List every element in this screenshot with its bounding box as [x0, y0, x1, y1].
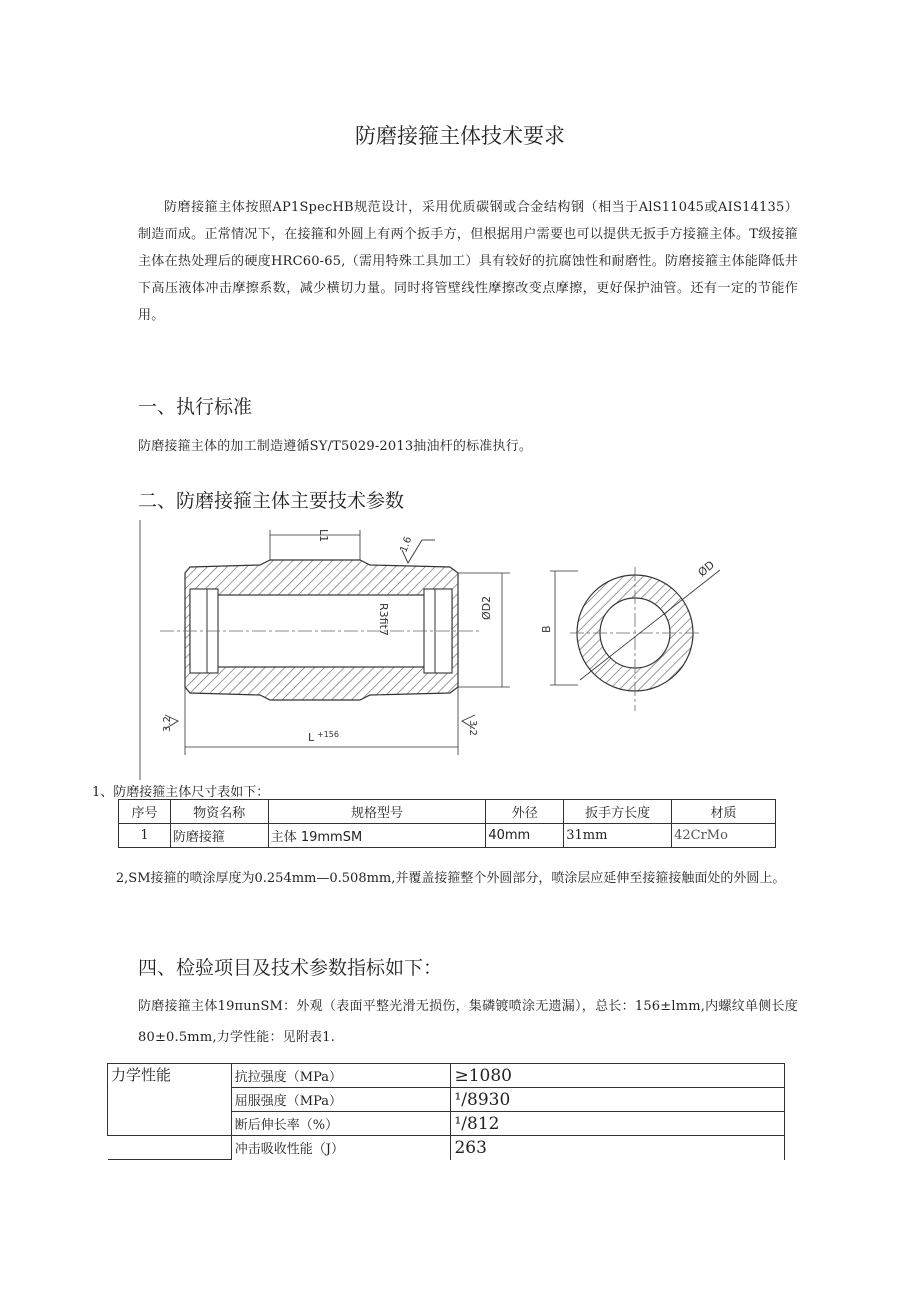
- thread-label: R3fit7: [377, 603, 390, 636]
- section4-heading: 四、检验项目及技术参数指标如下：: [138, 957, 443, 979]
- header-cell: 材质: [672, 800, 776, 824]
- header-cell: 规格型号: [268, 800, 486, 824]
- dimension-table: [118, 799, 776, 848]
- dim-l-value: +156: [317, 730, 339, 739]
- dim-d2: ØD2: [480, 595, 493, 620]
- value-cell: ≥1080: [451, 1064, 785, 1088]
- roughness-right: 3.2: [467, 720, 478, 736]
- dim-d: ØD: [695, 558, 718, 580]
- dim-l1: L1: [317, 529, 330, 543]
- note2-paragraph: 2,SM接箍的喷涂厚度为0.254mm—0.508mm,并覆盖接箍整个外圆部分，喷涂层应延伸至接箍接触面处的外圆上。: [115, 871, 786, 886]
- value-cell: 263: [451, 1136, 785, 1160]
- value-cell: ¹/812: [451, 1112, 785, 1136]
- header-cell: 序号: [119, 800, 171, 824]
- label-cell: 冲击吸收性能（J）: [231, 1136, 451, 1160]
- section1-heading: 一、执行标准: [138, 396, 253, 418]
- label-cell: 抗拉强度（MPa）: [231, 1064, 451, 1088]
- table-cell: 31mm: [564, 824, 672, 848]
- value-cell: ¹/8930: [451, 1088, 785, 1112]
- dim-l: L: [308, 731, 315, 744]
- section1-text: 防磨接箍主体的加工制造遵循SY/T5029-2013抽油杆的标准执行。: [138, 439, 533, 454]
- header-cell: 外径: [486, 800, 564, 824]
- table-header-row: [119, 800, 776, 824]
- table-cell: 40mm: [486, 824, 564, 848]
- label-cell: 屈服强度（MPa）: [231, 1088, 451, 1112]
- category-cell: 力学性能: [108, 1064, 232, 1136]
- roughness-top: 1.6: [398, 535, 415, 555]
- page-title: 防磨接箍主体技术要求: [355, 124, 565, 148]
- coupling-drawing: [130, 515, 750, 785]
- dim-b: B: [540, 625, 553, 633]
- table-cell: 防磨接箍: [170, 824, 268, 848]
- table-cell: 1: [119, 824, 171, 848]
- header-cell: 物资名称: [170, 800, 268, 824]
- mechanical-table: [107, 1063, 785, 1160]
- table-row: [108, 1064, 785, 1088]
- table-cell: 42CrMo: [672, 824, 776, 848]
- label-cell: 断后伸长率（%）: [231, 1112, 451, 1136]
- intro-paragraph: 防磨接箍主体按照AP1SpecHB规范设计，采用优质碳钢或合金结构钢（相当于AlS11045或AIS14135）制造而成。正常情况下，在接箍和外圆上有两个扳手方，但根据用户需要也可以提供无扳手方接箍主体。T级接箍主体在热处理后的硬度HRC60-65,（需用特殊工具加工）具有较好的抗腐蚀性和耐磨性。防磨接箍主体能降低井下高压液体冲击摩擦系数，减少横切力量。同时将管壁线性摩擦改变点摩擦，更好保护油管。还有一定的节能作用。: [138, 200, 798, 323]
- table-row: [119, 824, 776, 848]
- section4-text: 防磨接箍主体19πunSM：外观（表面平整光滑无损伤，集磷镀喷涂无遗漏），总长：156±lmm,内螺纹单侧长度80±0.5mm,力学性能：见附表1.: [138, 999, 798, 1045]
- roughness-left: 3.2: [162, 716, 173, 732]
- section2-heading: 二、防磨接箍主体主要技术参数: [138, 490, 405, 512]
- table-row: [108, 1136, 785, 1160]
- header-cell: 扳手方长度: [564, 800, 672, 824]
- empty-cell: [108, 1136, 232, 1160]
- table1-caption: 1、防磨接箍主体尺寸表如下：: [92, 785, 270, 800]
- table-cell: 主体 19mmSM: [268, 824, 486, 848]
